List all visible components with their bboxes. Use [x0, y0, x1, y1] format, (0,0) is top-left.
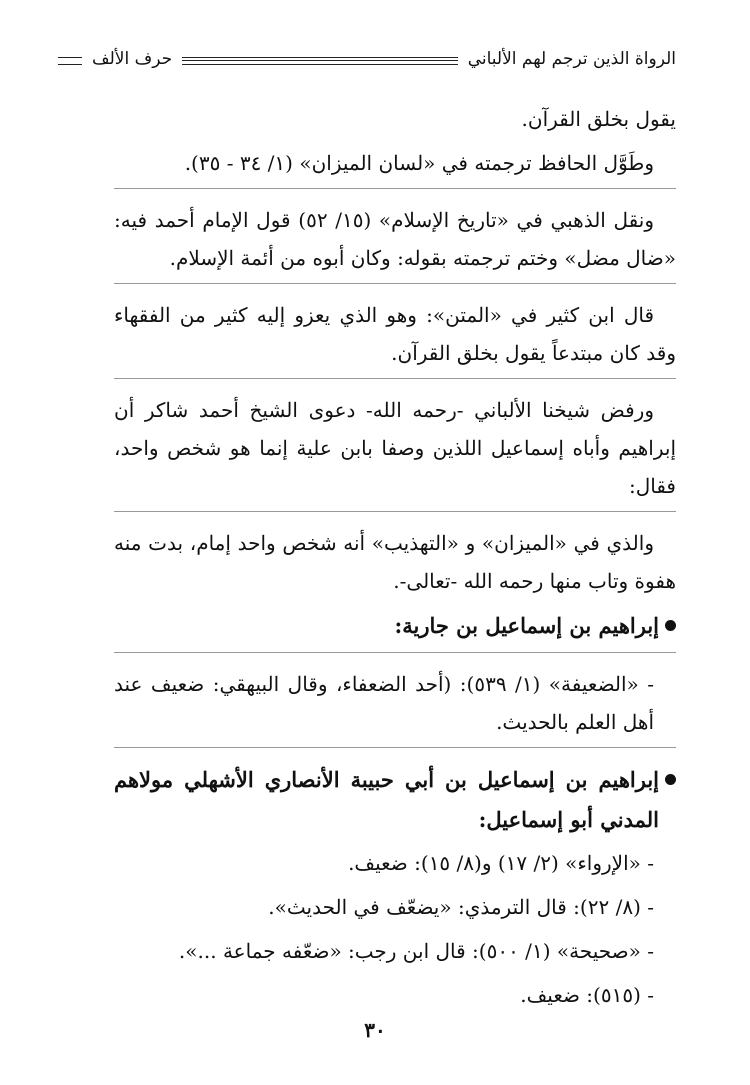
entry-2-item-3: - «صحيحة» (١/ ٥٠٠): قال ابن رجب: «ضعّفه جماعة ...».	[178, 939, 654, 963]
divider	[114, 283, 676, 284]
entry-heading-2-text: إبراهيم بن إسماعيل بن أبي حبيبة الأنصاري الأشهلي مولاهم المدني أبو إسماعيل:	[114, 767, 659, 832]
paragraph-6: والذي في «الميزان» و «التهذيب» أنه شخص واحد إمام، بدت منه هفوة وتاب منها رحمه الله -تعالى-.	[114, 531, 676, 593]
page-number: ٣٠	[364, 1018, 386, 1042]
paragraph-2: وطَوَّل الحافظ ترجمته في «لسان الميزان» (١/ ٣٤ - ٣٥).	[184, 151, 654, 175]
paragraph-4: قال ابن كثير في «المتن»: وهو الذي يعزو إليه كثير من الفقهاء وقد كان مبتدعاً يقول بخلق القرآن.	[114, 303, 676, 365]
divider	[114, 511, 676, 512]
header-book-title: الرواة الذين ترجم لهم الألباني	[467, 49, 676, 69]
entry-2-item-2: - (٨/ ٢٢): قال الترمذي: «يضعّف في الحديث».	[268, 895, 654, 919]
header-rule	[182, 57, 458, 65]
header-rule-tail	[58, 57, 82, 65]
paragraph-5: ورفض شيخنا الألباني -رحمه الله- دعوى الشيخ أحمد شاكر أن إبراهيم وأباه إسماعيل اللذين وصفا بابن علية إنما هو شخص واحد، فقال:	[114, 398, 677, 498]
entry-heading-1-text: إبراهيم بن إسماعيل بن جارية:	[394, 613, 659, 638]
page-body	[114, 100, 676, 1020]
header-section-title: حرف الألف	[92, 49, 173, 69]
entry-2-item-1: - «الإرواء» (٢/ ١٧) و(٨/ ١٥): ضعيف.	[348, 851, 654, 875]
divider	[114, 652, 676, 653]
divider	[114, 747, 676, 748]
bullet-icon	[665, 620, 676, 631]
bullet-icon	[665, 774, 676, 785]
paragraph-1: يقول بخلق القرآن.	[521, 107, 676, 131]
entry-1-item: - «الضعيفة» (١/ ٥٣٩): (أحد الضعفاء، وقال البيهقي: ضعيف عند أهل العلم بالحديث.	[114, 672, 655, 734]
running-header	[58, 42, 676, 76]
entry-heading-2	[114, 760, 676, 840]
entry-2-item-4: - (٥١٥): ضعيف.	[520, 983, 654, 1007]
entry-heading-1	[114, 606, 676, 646]
divider	[114, 378, 676, 379]
divider	[114, 188, 676, 189]
paragraph-3: ونقل الذهبي في «تاريخ الإسلام» (١٥/ ٥٢) قول الإمام أحمد فيه: «ضال مضل» وختم ترجمته بقوله: وكان أبوه من أئمة الإسلام.	[114, 208, 676, 270]
